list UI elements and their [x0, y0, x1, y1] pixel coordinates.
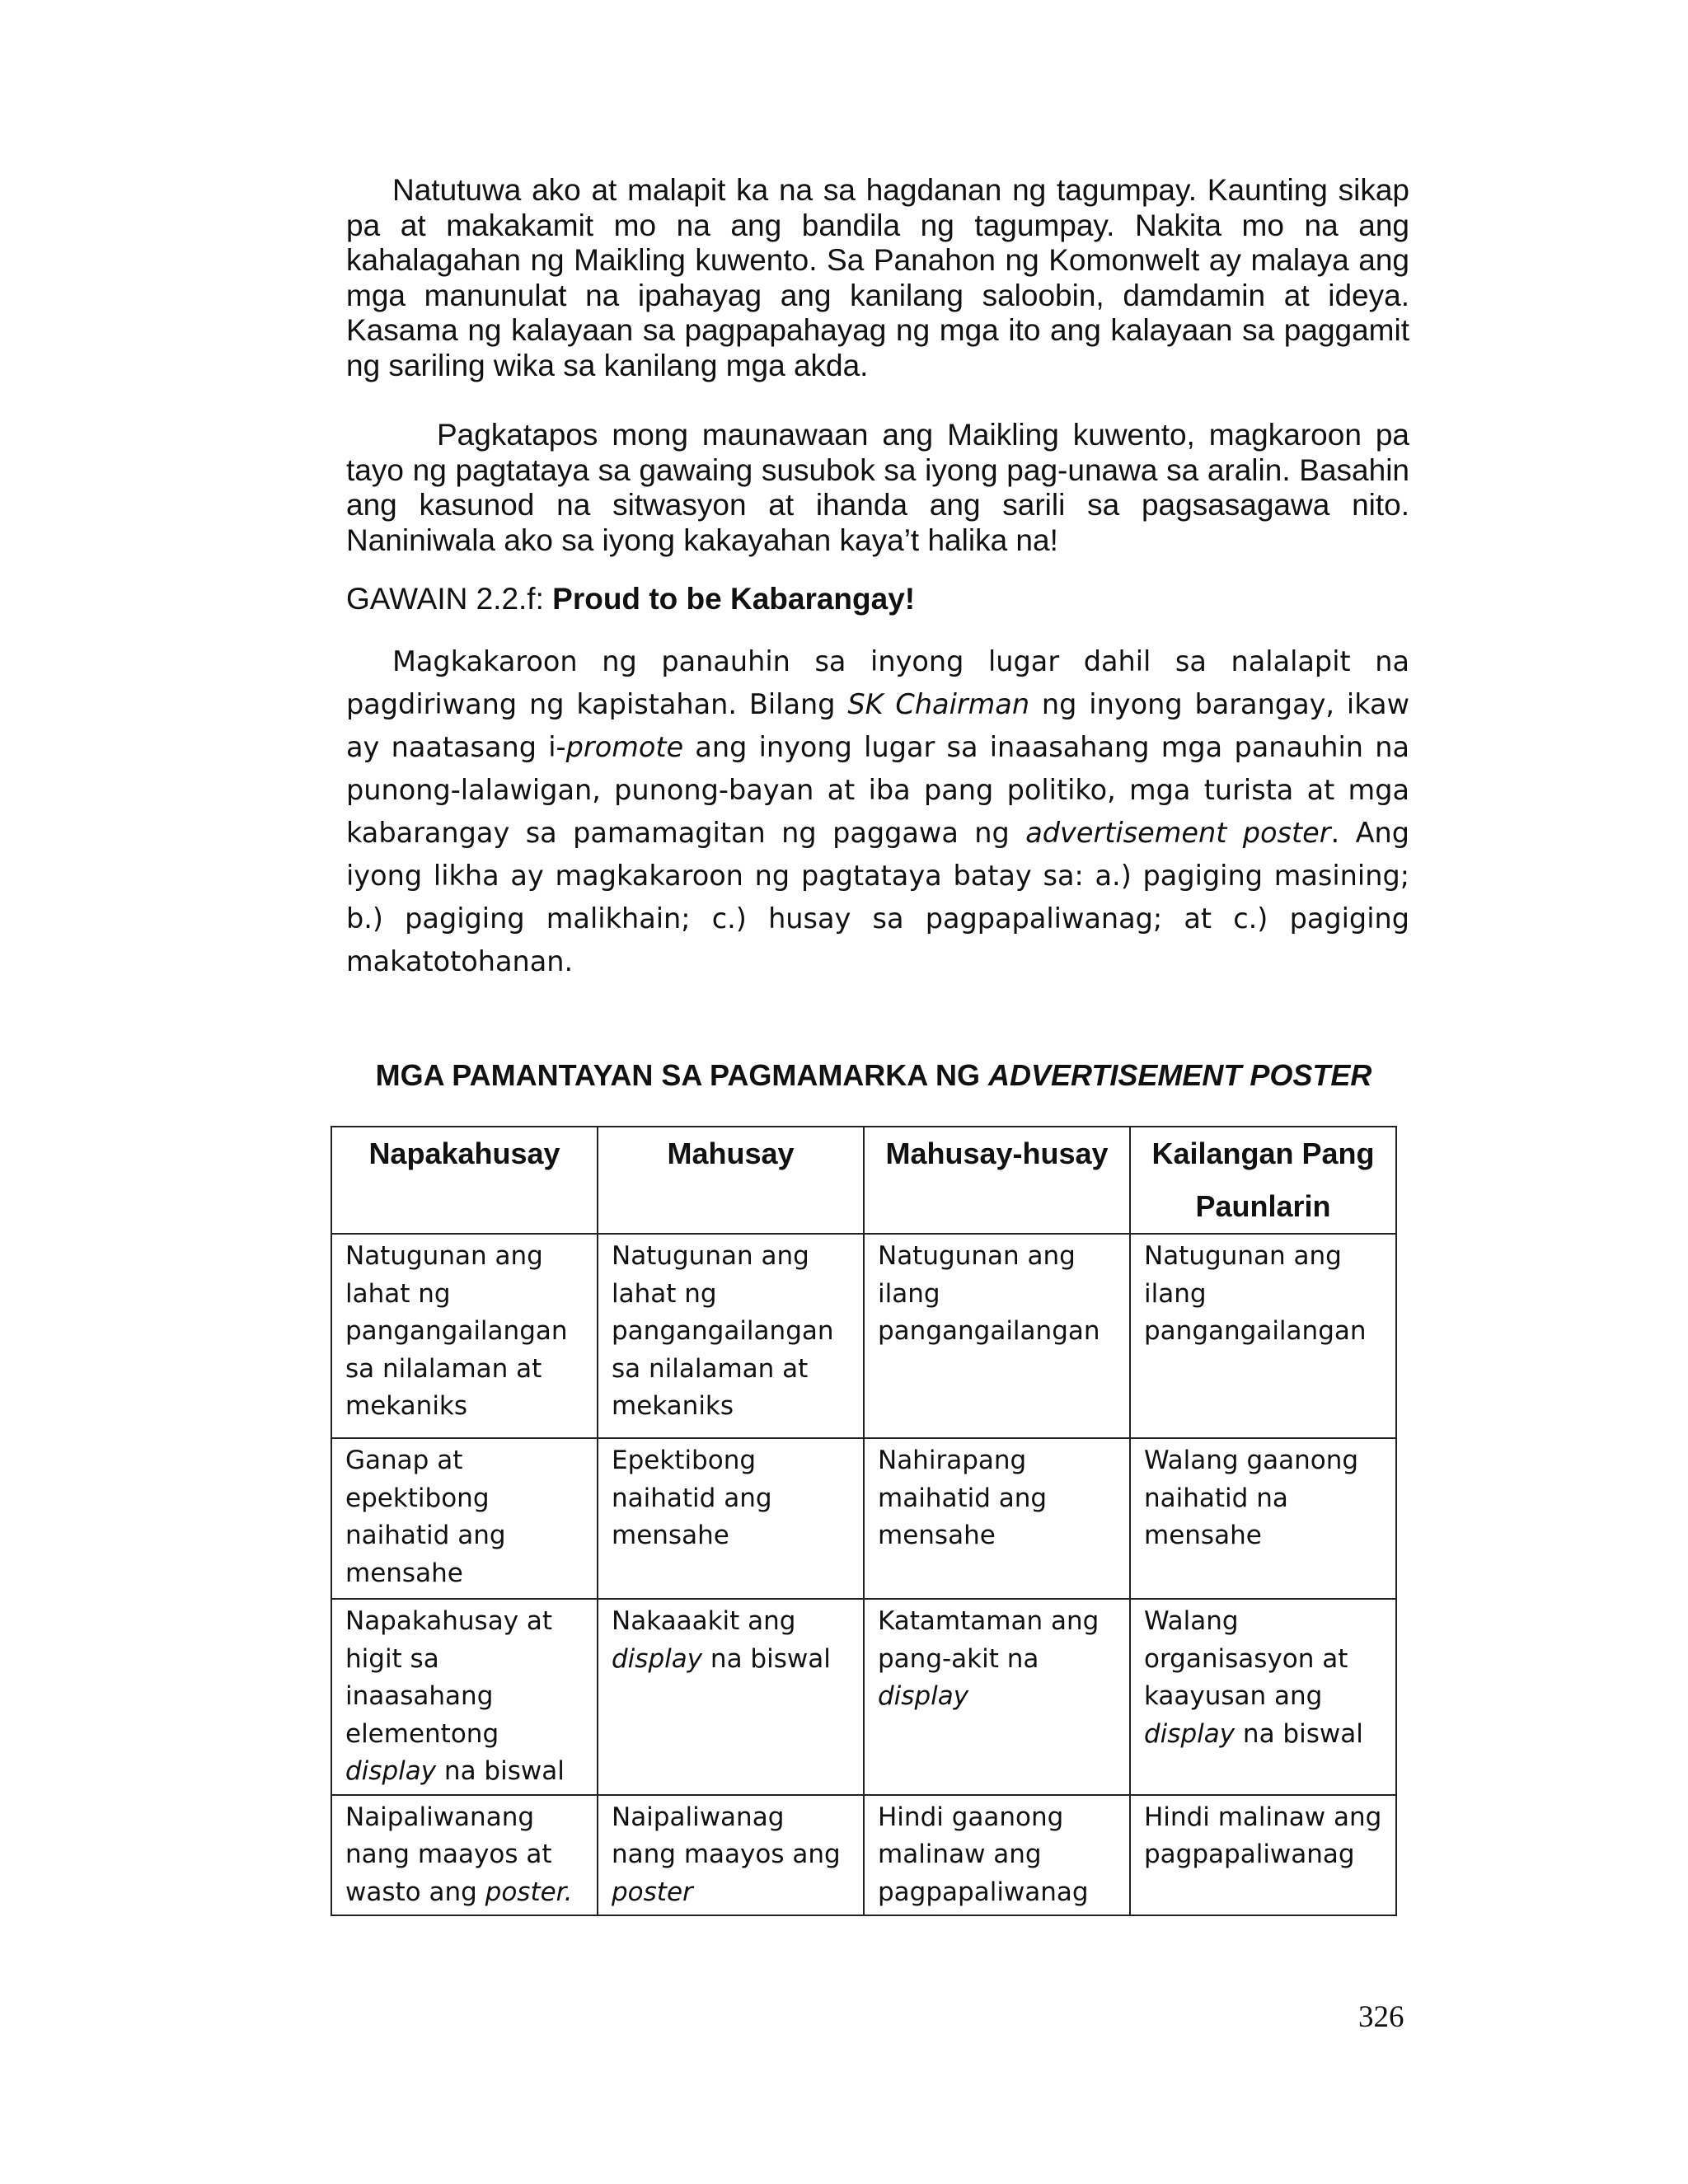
cell-text: na biswal — [702, 1643, 831, 1674]
table-cell — [864, 1599, 1130, 1795]
rubric-title — [338, 1057, 1409, 1094]
cell-text: Nakaaakit ang — [612, 1606, 796, 1636]
page-number: 326 — [1358, 2000, 1404, 2034]
activity-title: Proud to be Kabarangay! — [552, 582, 916, 616]
cell-emphasis: display — [1144, 1718, 1236, 1749]
cell-text: Naipaliwanang nang maayos at wasto ang — [345, 1802, 552, 1907]
cell-text: na biswal — [436, 1756, 565, 1786]
table-cell — [1130, 1599, 1396, 1795]
cell-emphasis: display — [345, 1756, 437, 1786]
task-emphasis: SK Chairman — [847, 688, 1030, 720]
header-mahusay: Mahusay — [598, 1127, 864, 1234]
table-cell — [598, 1599, 864, 1795]
table-cell: Natugunan ang lahat ng pangangailangan sa nilalaman at mekaniks — [598, 1234, 864, 1438]
cell-text: Naipaliwanag nang maayos ang — [612, 1802, 841, 1869]
table-row — [331, 1234, 1396, 1438]
activity-instructions — [346, 640, 1409, 983]
cell-text: na biswal — [1235, 1718, 1363, 1749]
table-cell: Epektibong naihatid ang mensahe — [598, 1438, 864, 1599]
table-cell: Natugunan ang ilang pangangailangan — [864, 1234, 1130, 1438]
table-cell: Natugunan ang ilang pangangailangan — [1130, 1234, 1396, 1438]
table-cell: Nahirapang maihatid ang mensahe — [864, 1438, 1130, 1599]
task-text: ng inyong barangay, ikaw ay naatasang i- — [346, 688, 1409, 763]
page-content — [346, 173, 1409, 1094]
activity-label: GAWAIN 2.2.f: — [346, 582, 553, 616]
rubric-title-text: MGA PAMANTAYAN SA PAGMAMARKA NG — [375, 1058, 988, 1092]
task-text: ang inyong lugar sa inaasahang mga panauhin na punong-lalawigan, punong-bayan at iba pang politiko, mga turista at mga kabarangay sa pamamagitan ng paggawa ng — [346, 731, 1409, 849]
cell-text: Napakahusay at higit sa inaasahang elementong — [345, 1606, 553, 1749]
rubric-title-emphasis: ADVERTISEMENT POSTER — [987, 1058, 1372, 1092]
table-cell — [331, 1795, 598, 1916]
activity-heading — [346, 581, 1409, 617]
table-row — [331, 1438, 1396, 1599]
cell-emphasis: poster. — [485, 1877, 573, 1907]
rubric-table — [331, 1126, 1397, 1916]
table-cell: Ganap at epektibong naihatid ang mensahe — [331, 1438, 598, 1599]
cell-emphasis: display — [878, 1681, 969, 1711]
table-cell: Hindi malinaw ang pagpapaliwanag — [1130, 1795, 1396, 1916]
cell-text: Katamtaman ang pang-akit na — [878, 1606, 1100, 1674]
intro-paragraph-2: Pagkatapos mong maunawaan ang Maikling kuwento, magkaroon pa tayo ng pagtataya sa gawaing susubok sa iyong pag-unawa sa aralin. Basahin ang kasunod na sitwasyon at ihanda ang sarili sa pagsasagawa nito. Naniniwala ako sa iyong kakayahan kaya’t halika na! — [346, 418, 1409, 557]
header-mahusay-husay: Mahusay-husay — [864, 1127, 1130, 1234]
header-kailangan-pang-paunlarin: Kailangan Pang Paunlarin — [1130, 1127, 1396, 1234]
cell-emphasis: poster — [612, 1877, 693, 1907]
cell-emphasis: display — [612, 1643, 703, 1674]
table-cell — [598, 1795, 864, 1916]
table-cell: Hindi gaanong malinaw ang pagpapaliwanag — [864, 1795, 1130, 1916]
table-cell: Walang gaanong naihatid na mensahe — [1130, 1438, 1396, 1599]
table-row — [331, 1795, 1396, 1916]
table-cell: Natugunan ang lahat ng pangangailangan sa nilalaman at mekaniks — [331, 1234, 598, 1438]
header-napakahusay: Napakahusay — [331, 1127, 598, 1234]
cell-text: Walang organisasyon at kaayusan ang — [1144, 1606, 1348, 1711]
task-emphasis: promote — [565, 731, 684, 763]
table-row — [331, 1599, 1396, 1795]
task-emphasis: advertisement poster — [1025, 817, 1331, 849]
task-text: Magkakaroon ng panauhin sa inyong lugar dahil sa nalalapit na pagdiriwang ng kapistahan. Bilang — [346, 645, 1409, 720]
intro-paragraph-1: Natutuwa ako at malapit ka na sa hagdanan ng tagumpay. Kaunting sikap pa at makakamit mo na ang bandila ng tagumpay. Nakita mo na ang kahalagahan ng Maikling kuwento. Sa Panahon ng Komonwelt ay malaya ang mga manunulat na ipahayag ang kanilang saloobin, damdamin at ideya. Kasama ng kalayaan sa pagpapahayag ng mga ito ang kalayaan sa paggamit ng sariling wika sa kanilang mga akda. — [346, 173, 1409, 382]
table-cell — [331, 1599, 598, 1795]
task-text: . Ang iyong likha ay magkakaroon ng pagtataya batay sa: a.) pagiging masining; b.) pagiging malikhain; c.) husay sa pagpapaliwanag; at c.) pagiging makatotohanan. — [346, 817, 1410, 977]
rubric-header-row — [331, 1127, 1396, 1234]
